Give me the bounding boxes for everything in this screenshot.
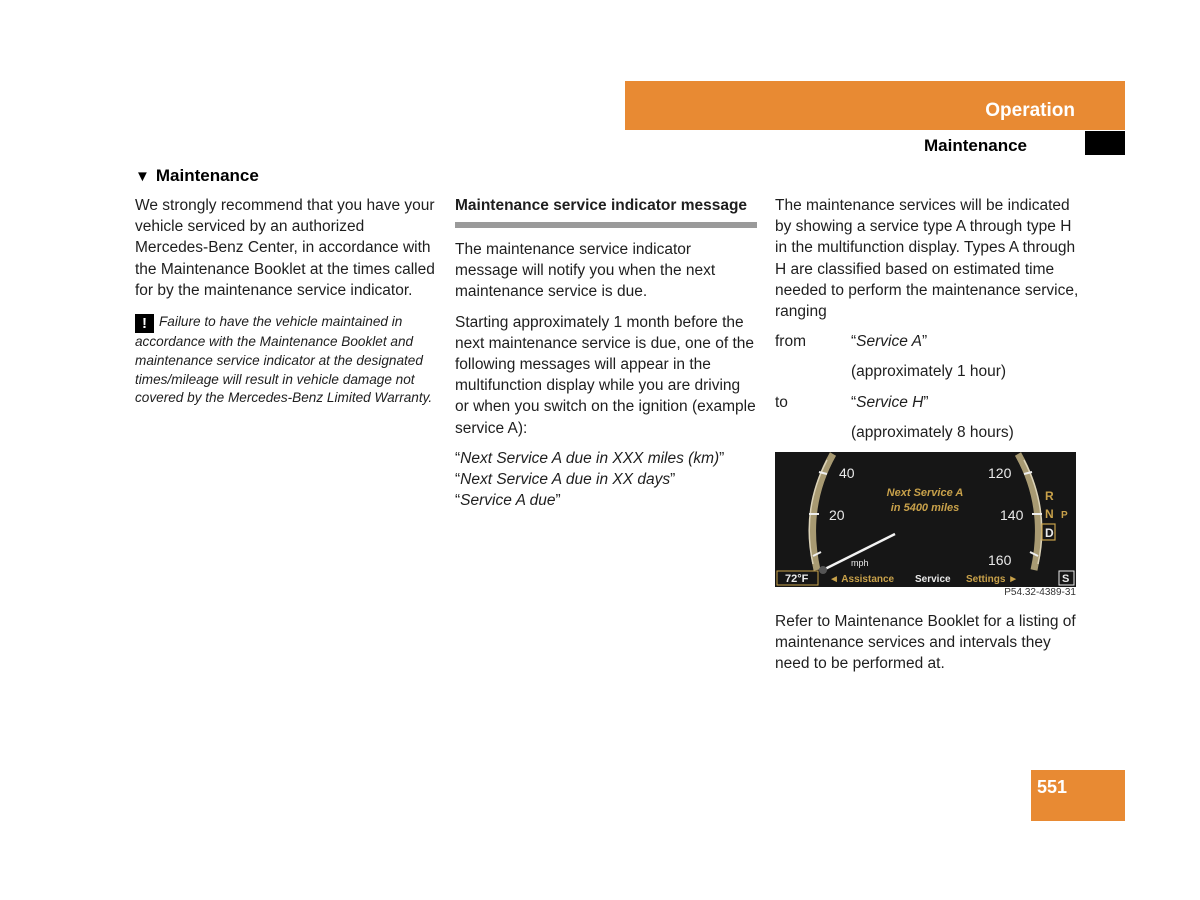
range-to-note: (approximately 8 hours) — [851, 423, 1014, 441]
section-heading-text: Maintenance — [155, 166, 259, 185]
unit-label: mph — [851, 558, 869, 569]
page-number: 551 — [1037, 777, 1068, 797]
tick-label: 120 — [988, 465, 1012, 482]
warning-note — [135, 313, 440, 408]
tick-label: 160 — [988, 552, 1012, 569]
range-from: from “Service A” — [775, 333, 928, 351]
paragraph-1: The maintenance services will be indicated by showing a service type A through type H in the multifunction display. Types A through H are classified based on estimated time needed to perform the maintenance service, ranging — [775, 197, 1079, 321]
subsection-marker — [1085, 131, 1125, 155]
section-heading — [135, 166, 259, 186]
range-to: to “Service H” — [775, 393, 929, 411]
column-2 — [455, 195, 757, 511]
temperature-readout: 72°F — [785, 573, 809, 586]
warning-icon: ! — [135, 314, 154, 333]
intro-paragraph: We strongly recommend that you have your vehicle serviced by an authorized Mercedes-Benz Center, in accordance with the Maintenance Booklet at the times called for by the maintenance service indicator. — [135, 197, 435, 299]
tick-label: 40 — [839, 465, 855, 482]
column-1 — [135, 195, 440, 408]
tick-label: 140 — [1000, 507, 1024, 524]
service-message-line-2: in 5400 miles — [890, 502, 960, 515]
message-example-2: “Next Service A due in XX days” — [455, 471, 676, 489]
column-3 — [775, 195, 1080, 684]
figure-id: P54.32-4389-31 — [1004, 587, 1076, 599]
gear-r: R — [1045, 489, 1054, 504]
refer-paragraph: Refer to Maintenance Booklet for a listing of maintenance services and intervals they need to be performed at. — [775, 613, 1076, 673]
subsection-title: Maintenance — [924, 136, 1027, 155]
gear-n: N — [1045, 507, 1054, 522]
message-example-1: “Next Service A due in XXX miles (km)” — [455, 449, 725, 467]
triangle-marker-icon: ▼ — [135, 168, 150, 185]
paragraph-1: The maintenance service indicator message will notify you when the next maintenance service is due. — [455, 241, 716, 301]
warning-text: Failure to have the vehicle maintained in accordance with the Maintenance Booklet and maintenance service indicator at the designated times/mileage will result in vehicle damage not covered by the Mercedes-Benz Limited Warranty. — [135, 314, 433, 406]
gear-d: D — [1045, 526, 1054, 541]
menu-assistance: ◄ Assistance — [829, 574, 895, 586]
message-examples — [455, 448, 757, 512]
service-message-line-1: Next Service A — [886, 487, 964, 500]
gear-p: P — [1061, 510, 1068, 522]
multifunction-display-image — [775, 452, 1076, 587]
menu-settings: Settings ► — [966, 574, 1019, 586]
subheading: Maintenance service indicator message — [455, 195, 757, 228]
tick-label: 20 — [829, 507, 845, 524]
menu-service: Service — [915, 574, 951, 586]
paragraph-2: Starting approximately 1 month before the next maintenance service is due, one of the following messages will appear in the multifunction display while you are driving or when you switch on the ignition (example service A): — [455, 313, 756, 437]
range-from-note: (approximately 1 hour) — [851, 363, 1007, 381]
badge-s: S — [1062, 573, 1070, 586]
message-example-3: “Service A due” — [455, 492, 561, 510]
section-title: Operation — [985, 100, 1075, 121]
